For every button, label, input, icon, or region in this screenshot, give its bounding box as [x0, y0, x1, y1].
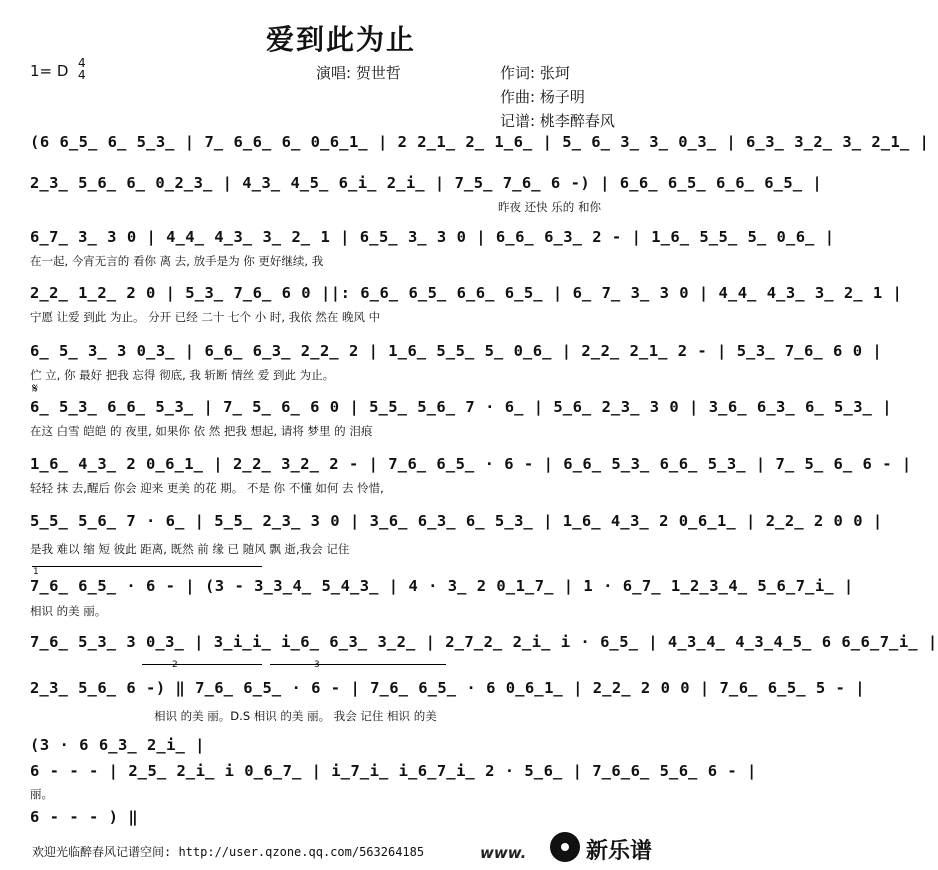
ending-3-line	[270, 664, 446, 665]
key-signature: 1= D	[30, 62, 69, 80]
song-title: 爱到此为止	[265, 23, 416, 56]
score-row-12: (3 · 6 6̲3̲ 2̲i̲ |	[30, 736, 205, 754]
score-row-4: 2̲2̲ 1̲2̲ 2 0 | 5̲3̲ 7̲6̲ 6 0 ||: 6̲6̲ 6̲5̲ 6̲6̲ 6̲5̲ | 6̲ 7̲ 3̲ 3 0 | 4̲4̲ 4̲3̲ 3̲ 2̲ 1 |	[30, 284, 903, 302]
ending-1-label: 1	[33, 567, 39, 577]
lyric-row-5: 伫 立, 你 最好 把我 忘得 彻底, 我 斩断 情丝 爱 到此 为止。	[30, 368, 335, 382]
ending-1-line	[32, 566, 262, 567]
footer-text: 欢迎光临醉春风记谱空间: http://user.qzone.qq.com/563264185	[32, 845, 425, 859]
lyric-row-13: 丽。	[30, 787, 53, 801]
score-row-2: 2̲3̲ 5̲6̲ 6̲ 0̲2̲3̲ | 4̲3̲ 4̲5̲ 6̲i̲ 2̲i̲ | 7̲5̲ 7̲6̲ 6 -) | 6̲6̲ 6̲5̲ 6̲6̲ 6̲5̲ |	[30, 174, 823, 192]
lyric-row-9: 相识 的美 丽。	[30, 604, 107, 618]
score-row-9: 7̲6̲ 6̲5̲ · 6 - | (3 - 3̲3̲4̲ 5̲4̲3̲ | 4 · 3̲ 2 0̲1̲7̲ | 1 · 6̲7̲ 1̲2̲3̲4̲ 5̲6̲7̲i̲ |	[30, 577, 854, 595]
score-row-3: 6̲7̲ 3̲ 3 0 | 4̲4̲ 4̲3̲ 3̲ 2̲ 1 | 6̲5̲ 3̲ 3 0 | 6̲6̲ 6̲3̲ 2 - | 1̲6̲ 5̲5̲ 5̲ 0̲6̲ |	[30, 228, 835, 246]
site-logo	[546, 830, 680, 866]
lyric-row-4: 宁愿 让爱 到此 为止。 分开 已经 二十 七个 小 时, 我依 然在 晚风 中	[30, 310, 381, 324]
watermark-text: www.	[480, 844, 527, 862]
score-row-8: 5̲5̲ 5̲6̲ 7 · 6̲ | 5̲5̲ 2̲3̲ 3 0 | 3̲6̲ 6̲3̲ 6̲ 5̲3̲ | 1̲6̲ 4̲3̲ 2 0̲6̲1̲ | 2̲2̲ 2 0 0 |	[30, 512, 883, 530]
lyric-row-11: 相识 的美 丽。D.S 相识 的美 丽。 我会 记住 相识 的美	[154, 709, 437, 723]
singer-credit: 演唱: 贺世哲	[316, 64, 401, 82]
meter-top: 4	[78, 56, 86, 70]
meter-bottom: 4	[78, 68, 86, 82]
ending-3-label: 3	[314, 660, 320, 670]
lyric-row-7: 轻轻 抹 去,醒后 你会 迎来 更美 的花 期。 不是 你 不懂 如何 去 怜惜,	[30, 481, 384, 495]
score-row-6: 6̲ 5̲3̲ 6̲6̲ 5̲3̲ | 7̲ 5̲ 6̲ 6 0 | 5̲5̲ 5̲6̲ 7 · 6̲ | 5̲6̲ 2̲3̲ 3 0 | 3̲6̲ 6̲3̲ 6̲ 5̲3̲ |	[30, 398, 893, 416]
vinyl-disc-icon	[550, 832, 580, 862]
logo-text: 新乐谱	[586, 839, 653, 864]
lyric-row-8: 是我 难以 缩 短 彼此 距离, 既然 前 缘 已 随风 飘 逝,我会 记住	[30, 542, 350, 556]
ending-2-line	[142, 664, 262, 665]
lyric-row-3: 在一起, 今宵无言的 看你 离 去, 放手是为 你 更好继续, 我	[30, 254, 324, 268]
score-row-5: 6̲ 5̲ 3̲ 3 0̲3̲ | 6̲6̲ 6̲3̲ 2̲2̲ 2 | 1̲6̲ 5̲5̲ 5̲ 0̲6̲ | 2̲2̲ 2̲1̲ 2 - | 5̲3̲ 7̲6̲ 6 0 |	[30, 342, 883, 360]
ending-2-label: 2	[172, 660, 178, 670]
transcriber-credit: 记谱: 桃李醉春风	[500, 112, 615, 130]
time-signature	[78, 57, 86, 81]
segno-sign: 𝄋	[32, 381, 39, 397]
score-row-11: 2̲3̲ 5̲6̲ 6 -) ‖ 7̲6̲ 6̲5̲ · 6 - | 7̲6̲ 6̲5̲ · 6 0̲6̲1̲ | 2̲2̲ 2 0 0 | 7̲6̲ 6̲5̲ 5 - |	[30, 679, 866, 697]
score-row-1: (6 6̲5̲ 6̲ 5̲3̲ | 7̲ 6̲6̲ 6̲ 0̲6̲1̲ | 2 2̲1̲ 2̲ 1̲6̲ | 5̲ 6̲ 3̲ 3̲ 0̲3̲ | 6̲3̲ 3̲2̲ 3̲ 2̲1̲ |	[30, 133, 930, 151]
lyric-row-6: 在这 白雪 皑皑 的 夜里, 如果你 依 然 把我 想起, 请将 梦里 的 泪痕	[30, 424, 373, 438]
score-row-13: 6 - - - | 2̲5̲ 2̲i̲ i 0̲6̲7̲ | i̲7̲i̲ i̲6̲7̲i̲ 2 · 5̲6̲ | 7̲6̲6̲ 5̲6̲ 6 - |	[30, 762, 757, 780]
lyricist-credit: 作词: 张珂	[500, 64, 570, 82]
score-row-10: 7̲6̲ 5̲3̲ 3 0̲3̲ | 3̲i̲i̲ i̲6̲ 6̲3̲ 3̲2̲ | 2̲7̲2̲ 2̲i̲ i · 6̲5̲ | 4̲3̲4̲ 4̲3̲4̲5̲ 6 6̲6̲7̲i̲ |	[30, 633, 938, 651]
lyric-row-2: 昨夜 还快 乐的 和你	[498, 200, 601, 214]
score-row-7: 1̲6̲ 4̲3̲ 2 0̲6̲1̲ | 2̲2̲ 3̲2̲ 2 - | 7̲6̲ 6̲5̲ · 6 - | 6̲6̲ 5̲3̲ 6̲6̲ 5̲3̲ | 7̲ 5̲ 6̲ 6 - |	[30, 455, 912, 473]
composer-credit: 作曲: 杨子明	[500, 88, 585, 106]
score-row-14: 6 - - - ) ‖	[30, 808, 139, 826]
